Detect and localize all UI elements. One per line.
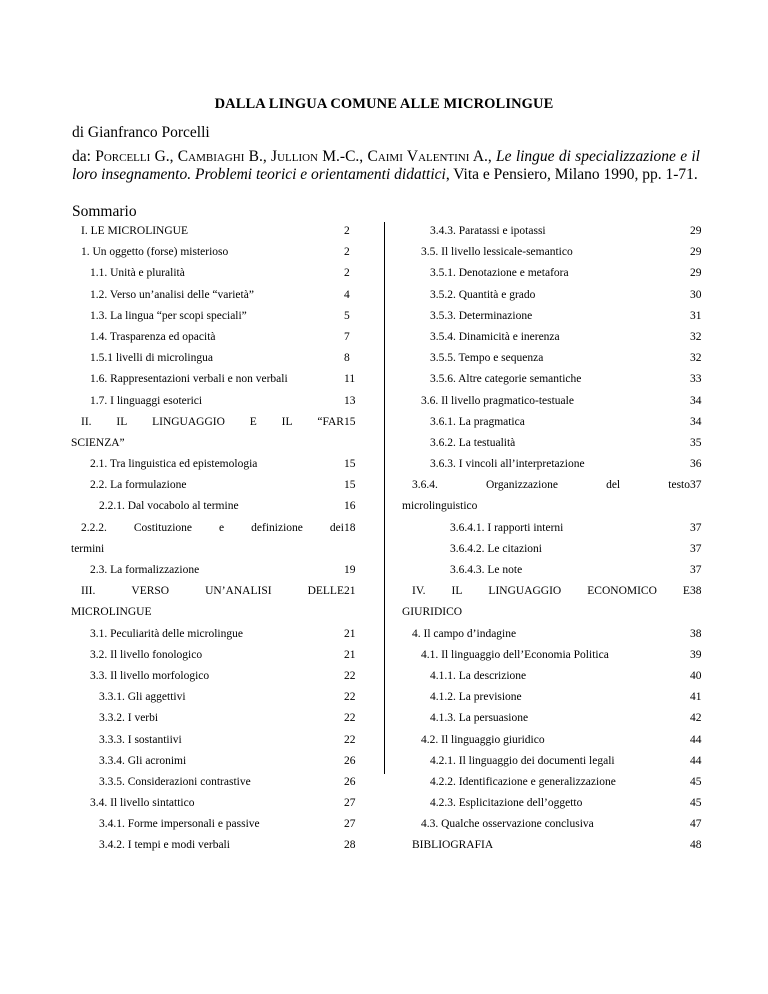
toc-entry-title: 2.1. Tra linguistica ed epistemologia	[90, 458, 258, 471]
toc-page-number: 47	[690, 818, 702, 831]
toc-entry-title: 3.6. Il livello pragmatico-testuale	[421, 394, 574, 407]
toc-entry-title: 4.2.2. Identificazione e generalizzazione	[430, 775, 616, 788]
toc-page-number: 37	[690, 479, 702, 492]
toc-page-number: 44	[690, 733, 702, 746]
toc-entry-title	[81, 585, 344, 597]
toc-entry-title: 3.5.4. Dinamicità e inerenza	[430, 330, 560, 343]
toc-entry	[402, 369, 710, 390]
toc-entry	[402, 751, 710, 772]
toc-page-number: 21	[344, 627, 356, 640]
toc-word: IV.	[412, 585, 426, 598]
toc-word: dei	[329, 521, 344, 534]
toc-continuation-text: MICROLINGUE	[71, 606, 152, 619]
toc-entry	[71, 454, 356, 475]
toc-word: III.	[81, 585, 96, 598]
column-divider	[384, 222, 385, 774]
author-surname: ullion	[277, 148, 318, 165]
toc-entry	[71, 391, 356, 412]
toc-right-column	[402, 221, 710, 857]
toc-page-number: 8	[344, 352, 350, 365]
publisher-info: , Vita e Pensiero, Milano 1990, pp. 1-71.	[445, 166, 698, 183]
source-prefix: da:	[72, 148, 96, 165]
toc-entry-title: 1.3. La lingua “per scopi speciali”	[90, 309, 247, 322]
toc-entry	[402, 624, 710, 645]
author-initial: P	[95, 148, 104, 165]
toc-entry	[402, 306, 710, 327]
toc-entry	[402, 327, 710, 348]
toc-page-number: 5	[344, 309, 350, 322]
toc-page-number: 2	[344, 246, 350, 259]
toc-entry	[402, 433, 710, 454]
toc-entry-title: 3.5.2. Quantità e grado	[430, 288, 536, 301]
toc-word: E	[249, 415, 257, 428]
toc-page-number: 37	[690, 521, 702, 534]
toc-page-number: 19	[344, 564, 356, 576]
toc-entry-title	[81, 416, 344, 428]
author-suffix: M.-C.,	[318, 148, 368, 165]
toc-entry-title: 3.2. Il livello fonologico	[90, 648, 203, 661]
toc-page-number: 2	[344, 267, 350, 280]
toc-entry	[71, 242, 356, 263]
toc-entry-title: 4.2.3. Esplicitazione dell’oggetto	[430, 797, 583, 810]
toc-entry	[71, 327, 356, 348]
toc-entry	[71, 835, 356, 856]
toc-entry	[71, 666, 356, 687]
toc-word: DELLE	[307, 585, 344, 598]
toc-entry-title: 3.3.4. Gli acronimi	[99, 754, 187, 767]
toc-continuation-text: microlinguistico	[402, 500, 478, 513]
toc-entry	[402, 730, 710, 751]
toc-page-number: 31	[690, 309, 702, 322]
toc-page-number: 37	[690, 564, 702, 576]
toc-word: 3.6.4.	[412, 479, 438, 492]
toc-entry-title	[412, 479, 690, 491]
toc-entry	[71, 793, 356, 814]
toc-page-number: 16	[344, 500, 356, 513]
toc-entry-title: 3.1. Peculiarità delle microlingue	[90, 627, 243, 640]
toc-page-number: 42	[690, 712, 702, 725]
toc-word: IL	[116, 415, 128, 428]
toc-page-number: 18	[344, 521, 356, 534]
toc-entry	[402, 263, 710, 284]
toc-entry-title: BIBLIOGRAFIA	[412, 839, 494, 852]
toc-entry-title: 3.5.1. Denotazione e metafora	[430, 267, 569, 280]
toc-entry-continuation	[71, 539, 356, 560]
toc-page-number: 41	[690, 691, 702, 704]
toc-entry-title: 4.3. Qualche osservazione conclusiva	[421, 818, 594, 831]
toc-entry-title: 3.6.4.2. Le citazioni	[450, 542, 542, 555]
toc-entry	[402, 708, 710, 729]
toc-entry	[71, 751, 356, 772]
toc-page-number: 30	[690, 288, 702, 301]
toc-word: IL	[451, 585, 463, 598]
toc-page-number: 22	[344, 691, 356, 704]
toc-page-number: 33	[690, 373, 702, 386]
toc-entry	[71, 518, 356, 539]
toc-entry-title: 4.1. Il linguaggio dell’Economia Politica	[421, 648, 609, 661]
toc-word: VERSO	[131, 585, 170, 598]
toc-page-number: 15	[344, 458, 356, 471]
toc-word: UN’ANALISI	[205, 585, 272, 598]
toc-left-column	[71, 221, 356, 857]
toc-entry-title: 4.1.3. La persuasione	[430, 712, 529, 725]
author-suffix: G.,	[150, 148, 178, 165]
toc-word: e	[219, 521, 225, 534]
toc-entry-title: 1.4. Trasparenza ed opacità	[90, 330, 216, 343]
toc-entry	[71, 348, 356, 369]
toc-continuation-text: termini	[71, 542, 105, 555]
toc-entry	[402, 835, 710, 856]
toc-entry-title: 1. Un oggetto (forse) misterioso	[81, 246, 229, 259]
toc-page-number: 26	[344, 775, 356, 788]
toc-page-number: 34	[690, 415, 702, 428]
toc-page-number: 45	[690, 775, 702, 788]
toc-entry-title: 3.4.2. I tempi e modi verbali	[99, 839, 230, 852]
toc-entry	[71, 285, 356, 306]
toc-page-number: 40	[690, 669, 702, 682]
toc-entry	[402, 475, 710, 496]
toc-page-number: 45	[690, 797, 702, 810]
toc-page-number: 22	[344, 669, 356, 682]
toc-entry-title: 1.6. Rappresentazioni verbali e non verbali	[90, 373, 288, 386]
toc-entry	[71, 814, 356, 835]
toc-word: testo	[668, 479, 690, 492]
toc-page-number: 21	[344, 648, 356, 661]
toc-entry-title: 3.5.5. Tempo e sequenza	[430, 352, 544, 365]
toc-entry-title: 3.4.3. Paratassi e ipotassi	[430, 225, 546, 237]
toc-page-number: 36	[690, 458, 702, 471]
toc-page-number: 29	[690, 246, 702, 259]
toc-page-number: 39	[690, 648, 702, 661]
source-citation	[72, 148, 700, 184]
toc-word: IL	[281, 415, 293, 428]
toc-entry-title: 3.4. Il livello sintattico	[90, 797, 195, 810]
toc-entry-title: 1.1. Unità e pluralità	[90, 267, 185, 280]
toc-entry	[402, 645, 710, 666]
toc-word: LINGUAGGIO	[152, 415, 225, 428]
toc-entry	[71, 687, 356, 708]
toc-word: Costituzione	[133, 521, 193, 534]
toc-entry-title: 3.6.2. La testualità	[430, 436, 516, 449]
toc-word: 2.2.2.	[81, 521, 107, 534]
toc-page-number: 38	[690, 627, 702, 640]
toc-entry-continuation	[71, 602, 356, 623]
toc-entry-title: 3.5.6. Altre categorie semantiche	[430, 373, 582, 386]
toc-entry	[402, 454, 710, 475]
toc-entry	[71, 772, 356, 793]
toc-entry-title: 2.3. La formalizzazione	[90, 564, 200, 576]
toc-entry	[402, 221, 710, 242]
toc-entry-title	[412, 585, 690, 597]
toc-entry	[71, 412, 356, 433]
author-initial: J	[271, 148, 278, 165]
toc-entry-title: 4.1.2. La previsione	[430, 691, 522, 704]
source-author	[271, 148, 367, 165]
toc-entry	[71, 730, 356, 751]
toc-page-number: 35	[690, 436, 702, 449]
toc-page-number: 11	[344, 373, 356, 386]
toc-entry-continuation	[402, 496, 710, 517]
source-author	[95, 148, 178, 165]
toc-entry-title: 4.1.1. La descrizione	[430, 669, 527, 682]
toc-word: “FAR	[317, 415, 344, 428]
toc-page-number: 32	[690, 352, 702, 365]
toc-entry	[402, 412, 710, 433]
toc-word: definizione	[251, 521, 303, 534]
author-surname: aimi	[377, 148, 403, 165]
toc-entry	[71, 560, 356, 581]
toc-entry	[402, 793, 710, 814]
toc-entry	[402, 518, 710, 539]
toc-entry-title: 3.3.5. Considerazioni contrastive	[99, 775, 251, 788]
author-initial: C	[177, 148, 189, 165]
toc-entry	[402, 772, 710, 793]
toc-word: LINGUAGGIO	[488, 585, 562, 598]
author-surname: ambiaghi	[188, 148, 245, 165]
toc-entry	[71, 221, 356, 242]
toc-entry	[402, 814, 710, 835]
toc-entry-title: 1.2. Verso un’analisi delle “varietà”	[90, 288, 254, 301]
author-line: di Gianfranco Porcelli	[72, 124, 210, 141]
toc-entry	[71, 708, 356, 729]
toc-entry	[71, 475, 356, 496]
toc-entry	[71, 263, 356, 284]
toc-entry	[71, 581, 356, 602]
toc-word: Organizzazione	[486, 479, 558, 492]
toc-page-number: 28	[344, 839, 356, 852]
toc-entry-title: 3.3.2. I verbi	[99, 712, 159, 725]
source-author	[367, 148, 406, 165]
toc-page-number: 29	[690, 225, 702, 237]
toc-entry-title: 3.6.3. I vincoli all’interpretazione	[430, 458, 585, 471]
toc-entry	[402, 285, 710, 306]
toc-page-number: 44	[690, 754, 702, 767]
toc-entry-title: 1.5.1 livelli di microlingua	[90, 352, 213, 365]
toc-entry	[402, 242, 710, 263]
author-initial: C	[367, 148, 378, 165]
toc-page-number: 27	[344, 818, 356, 831]
toc-page-number: 22	[344, 712, 356, 725]
toc-page-number: 7	[344, 330, 350, 343]
toc-word: del	[606, 479, 621, 492]
toc-entry	[71, 306, 356, 327]
toc-word: ECONOMICO	[587, 585, 657, 598]
toc-word: II.	[81, 415, 92, 428]
toc-page-number: 38	[690, 585, 702, 598]
toc-entry-title: 2.2. La formulazione	[90, 479, 187, 492]
toc-continuation-text: GIURIDICO	[402, 606, 463, 619]
toc-entry	[71, 624, 356, 645]
toc-entry	[402, 391, 710, 412]
toc-entry-title	[81, 522, 344, 534]
toc-entry-title: 3.3.3. I sostantiivi	[99, 733, 182, 746]
book-title: Le lingue di specializzazione e il loro insegnamento. Problemi teorici e orientamenti didattici	[72, 148, 700, 183]
toc-page-number: 13	[344, 394, 356, 407]
source-author	[407, 148, 496, 165]
toc-entry	[402, 581, 710, 602]
toc-entry	[402, 687, 710, 708]
toc-page-number: 15	[344, 415, 356, 428]
toc-page-number: 21	[344, 585, 356, 598]
toc-page-number: 22	[344, 733, 356, 746]
toc-page-number: 26	[344, 754, 356, 767]
author-suffix: A.,	[469, 148, 497, 165]
author-surname: orcelli	[103, 148, 151, 165]
toc-page-number: 34	[690, 394, 702, 407]
toc-entry-title: 4. Il campo d’indagine	[412, 627, 517, 640]
toc-page-number: 2	[344, 225, 350, 237]
toc-page-number: 48	[690, 839, 702, 852]
toc-entry-title: 3.6.1. La pragmatica	[430, 415, 525, 428]
toc-page-number: 37	[690, 542, 702, 555]
toc-entry-title: 1.7. I linguaggi esoterici	[90, 394, 203, 407]
toc-page-number: 4	[344, 288, 350, 301]
toc-entry-title: I. LE MICROLINGUE	[81, 225, 188, 237]
toc-page-number: 15	[344, 479, 356, 492]
toc-entry	[71, 496, 356, 517]
author-surname: alentini	[418, 148, 470, 165]
toc-entry	[71, 369, 356, 390]
toc-entry	[402, 560, 710, 581]
toc-entry-title: 3.3.1. Gli aggettivi	[99, 691, 186, 704]
toc-heading: Sommario	[72, 203, 137, 220]
toc-entry	[71, 645, 356, 666]
toc-entry-title: 3.6.4.1. I rapporti interni	[450, 521, 564, 534]
author-suffix: B.,	[244, 148, 272, 165]
toc-entry-title: 4.2.1. Il linguaggio dei documenti legali	[430, 754, 615, 767]
toc-entry-title: 3.5.3. Determinazione	[430, 309, 533, 322]
toc-entry-title: 3.5. Il livello lessicale-semantico	[421, 246, 573, 259]
toc-page-number: 32	[690, 330, 702, 343]
toc-entry	[402, 348, 710, 369]
source-author	[178, 148, 271, 165]
toc-entry	[402, 666, 710, 687]
author-initial: V	[406, 148, 419, 165]
toc-entry-title: 2.2.1. Dal vocabolo al termine	[99, 500, 239, 513]
toc-entry	[402, 539, 710, 560]
document-title: DALLA LINGUA COMUNE ALLE MICROLINGUE	[214, 96, 554, 112]
toc-entry-title: 3.6.4.3. Le note	[450, 564, 523, 576]
toc-entry-continuation	[402, 602, 710, 623]
toc-entry-title: 4.2. Il linguaggio giuridico	[421, 733, 545, 746]
toc-page-number: 29	[690, 267, 702, 280]
toc-continuation-text: SCIENZA”	[71, 436, 125, 449]
toc-word: E	[682, 585, 690, 598]
toc-entry-title: 3.3. Il livello morfologico	[90, 669, 210, 682]
toc-entry-title: 3.4.1. Forme impersonali e passive	[99, 818, 260, 831]
toc-page-number: 27	[344, 797, 356, 810]
toc-entry-continuation	[71, 433, 356, 454]
